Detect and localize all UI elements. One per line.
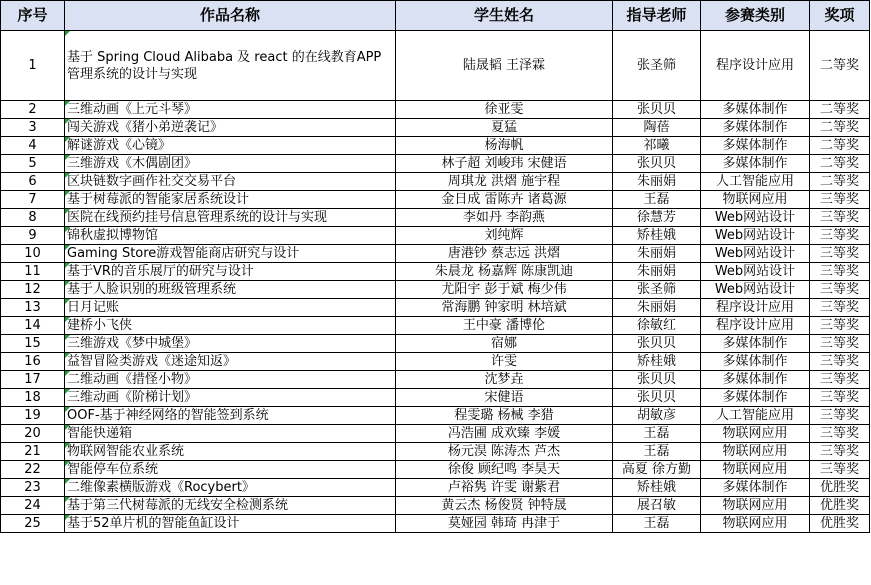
cell-award[interactable]: 三等奖 xyxy=(810,191,870,209)
cell-award[interactable]: 三等奖 xyxy=(810,317,870,335)
table-row xyxy=(1,263,870,281)
cell-students[interactable]: 徐亚雯 xyxy=(396,101,613,119)
cell-students[interactable]: 宋健语 xyxy=(396,389,613,407)
cell-students[interactable]: 黄云杰 杨俊贤 钟特晟 xyxy=(396,497,613,515)
cell-index[interactable]: 20 xyxy=(1,425,65,443)
table-row xyxy=(1,31,870,101)
table-row xyxy=(1,515,870,533)
cell-award[interactable]: 优胜奖 xyxy=(810,497,870,515)
cell-title[interactable]: 物联网智能农业系统 xyxy=(65,443,396,461)
cell-advisor[interactable]: 朱丽娟 xyxy=(613,299,701,317)
cell-title[interactable]: 智能停车位系统 xyxy=(65,461,396,479)
cell-index[interactable]: 18 xyxy=(1,389,65,407)
table-row xyxy=(1,101,870,119)
cell-advisor[interactable]: 徐敏红 xyxy=(613,317,701,335)
table-row xyxy=(1,461,870,479)
cell-category[interactable]: 多媒体制作 xyxy=(701,155,810,173)
cell-category[interactable]: 多媒体制作 xyxy=(701,119,810,137)
cell-category[interactable]: 多媒体制作 xyxy=(701,137,810,155)
cell-award[interactable]: 三等奖 xyxy=(810,227,870,245)
table-row xyxy=(1,137,870,155)
cell-award[interactable]: 三等奖 xyxy=(810,443,870,461)
table-row xyxy=(1,407,870,425)
cell-category[interactable]: 人工智能应用 xyxy=(701,173,810,191)
cell-award[interactable]: 三等奖 xyxy=(810,209,870,227)
cell-index[interactable]: 19 xyxy=(1,407,65,425)
cell-advisor[interactable]: 高夏 徐方勤 xyxy=(613,461,701,479)
cell-index[interactable]: 16 xyxy=(1,353,65,371)
cell-students[interactable]: 杨海帆 xyxy=(396,137,613,155)
table-row xyxy=(1,335,870,353)
header-students[interactable]: 学生姓名 xyxy=(396,1,613,31)
cell-advisor[interactable]: 祁曦 xyxy=(613,137,701,155)
cell-category[interactable]: 程序设计应用 xyxy=(701,317,810,335)
cell-title[interactable]: 基于 Spring Cloud Alibaba 及 react 的在线教育APP管理系统的设计与实现 xyxy=(65,31,396,101)
header-row xyxy=(1,1,870,31)
cell-students[interactable]: 夏猛 xyxy=(396,119,613,137)
cell-title[interactable]: 三维游戏《木偶剧团》 xyxy=(65,155,396,173)
cell-award[interactable]: 二等奖 xyxy=(810,173,870,191)
cell-title[interactable]: 益智冒险类游戏《迷途知返》 xyxy=(65,353,396,371)
cell-index[interactable]: 2 xyxy=(1,101,65,119)
cell-advisor[interactable]: 王磊 xyxy=(613,191,701,209)
cell-index[interactable]: 3 xyxy=(1,119,65,137)
cell-category[interactable]: Web网站设计 xyxy=(701,245,810,263)
cell-advisor[interactable]: 张贝贝 xyxy=(613,371,701,389)
cell-index[interactable]: 12 xyxy=(1,281,65,299)
cell-advisor[interactable]: 王磊 xyxy=(613,443,701,461)
cell-title[interactable]: Gaming Store游戏智能商店研究与设计 xyxy=(65,245,396,263)
cell-advisor[interactable]: 矫桂娥 xyxy=(613,353,701,371)
cell-category[interactable]: 物联网应用 xyxy=(701,497,810,515)
header-award[interactable]: 奖项 xyxy=(810,1,870,31)
cell-award[interactable]: 三等奖 xyxy=(810,407,870,425)
cell-category[interactable]: 多媒体制作 xyxy=(701,353,810,371)
cell-students[interactable]: 沈梦垚 xyxy=(396,371,613,389)
cell-category[interactable]: Web网站设计 xyxy=(701,281,810,299)
cell-advisor[interactable]: 张圣筛 xyxy=(613,281,701,299)
cell-students[interactable]: 许雯 xyxy=(396,353,613,371)
cell-category[interactable]: 程序设计应用 xyxy=(701,31,810,101)
header-advisor[interactable]: 指导老师 xyxy=(613,1,701,31)
cell-title[interactable]: 二维动画《措怪小物》 xyxy=(65,371,396,389)
cell-index[interactable]: 14 xyxy=(1,317,65,335)
cell-index[interactable]: 25 xyxy=(1,515,65,533)
cell-advisor[interactable]: 朱丽娟 xyxy=(613,245,701,263)
cell-advisor[interactable]: 朱丽娟 xyxy=(613,173,701,191)
cell-category[interactable]: 物联网应用 xyxy=(701,461,810,479)
table-row xyxy=(1,317,870,335)
cell-title[interactable]: 闯关游戏《猪小弟逆袭记》 xyxy=(65,119,396,137)
cell-category[interactable]: 多媒体制作 xyxy=(701,389,810,407)
cell-students[interactable]: 程雯璐 杨械 李猎 xyxy=(396,407,613,425)
header-category[interactable]: 参赛类别 xyxy=(701,1,810,31)
cell-title[interactable]: 基于人脸识别的班级管理系统 xyxy=(65,281,396,299)
cell-index[interactable]: 24 xyxy=(1,497,65,515)
cell-advisor[interactable]: 陶蓓 xyxy=(613,119,701,137)
cell-title[interactable]: 三维动画《上元斗琴》 xyxy=(65,101,396,119)
cell-advisor[interactable]: 矫桂娥 xyxy=(613,479,701,497)
cell-award[interactable]: 二等奖 xyxy=(810,101,870,119)
cell-students[interactable]: 周琪龙 洪熠 施宇程 xyxy=(396,173,613,191)
cell-students[interactable]: 杨元淏 陈涛杰 芦杰 xyxy=(396,443,613,461)
cell-award[interactable]: 三等奖 xyxy=(810,335,870,353)
cell-advisor[interactable]: 王磊 xyxy=(613,425,701,443)
cell-award[interactable]: 优胜奖 xyxy=(810,515,870,533)
cell-students[interactable]: 王中豪 潘博伦 xyxy=(396,317,613,335)
cell-students[interactable]: 金日成 雷陈卉 诸葛源 xyxy=(396,191,613,209)
cell-advisor[interactable]: 张圣筛 xyxy=(613,31,701,101)
cell-advisor[interactable]: 王磊 xyxy=(613,515,701,533)
cell-index[interactable]: 9 xyxy=(1,227,65,245)
cell-title[interactable]: 基于第三代树莓派的无线安全检测系统 xyxy=(65,497,396,515)
cell-advisor[interactable]: 张贝贝 xyxy=(613,389,701,407)
cell-students[interactable]: 朱晨龙 杨嘉辉 陈康凯迪 xyxy=(396,263,613,281)
table-row xyxy=(1,227,870,245)
cell-title[interactable]: 锦秋虚拟博物馆 xyxy=(65,227,396,245)
table-row xyxy=(1,155,870,173)
table-row xyxy=(1,479,870,497)
header-title[interactable]: 作品名称 xyxy=(65,1,396,31)
cell-award[interactable]: 三等奖 xyxy=(810,461,870,479)
cell-award[interactable]: 三等奖 xyxy=(810,389,870,407)
cell-index[interactable]: 11 xyxy=(1,263,65,281)
table-row xyxy=(1,245,870,263)
cell-index[interactable]: 21 xyxy=(1,443,65,461)
table-row xyxy=(1,497,870,515)
cell-index[interactable]: 6 xyxy=(1,173,65,191)
table-row xyxy=(1,209,870,227)
cell-advisor[interactable]: 胡敏彦 xyxy=(613,407,701,425)
cell-award[interactable]: 三等奖 xyxy=(810,353,870,371)
cell-award[interactable]: 三等奖 xyxy=(810,425,870,443)
cell-award[interactable]: 三等奖 xyxy=(810,281,870,299)
cell-category[interactable]: 多媒体制作 xyxy=(701,371,810,389)
table-row xyxy=(1,119,870,137)
table-row xyxy=(1,389,870,407)
table-row xyxy=(1,443,870,461)
cell-title[interactable]: 解谜游戏《心镜》 xyxy=(65,137,396,155)
cell-index[interactable]: 8 xyxy=(1,209,65,227)
cell-award[interactable]: 三等奖 xyxy=(810,299,870,317)
cell-award[interactable]: 二等奖 xyxy=(810,137,870,155)
cell-students[interactable]: 陆晟韬 王泽霖 xyxy=(396,31,613,101)
cell-award[interactable]: 二等奖 xyxy=(810,31,870,101)
header-index[interactable]: 序号 xyxy=(1,1,65,31)
cell-students[interactable]: 莫娅园 韩琦 冉津于 xyxy=(396,515,613,533)
cell-category[interactable]: 物联网应用 xyxy=(701,425,810,443)
cell-title[interactable]: 二维像素横版游戏《Rocybert》 xyxy=(65,479,396,497)
cell-category[interactable]: Web网站设计 xyxy=(701,209,810,227)
table-row xyxy=(1,299,870,317)
cell-students[interactable]: 李如丹 李韵燕 xyxy=(396,209,613,227)
cell-students[interactable]: 唐港钞 蔡志远 洪熠 xyxy=(396,245,613,263)
cell-advisor[interactable]: 张贝贝 xyxy=(613,155,701,173)
cell-category[interactable]: 物联网应用 xyxy=(701,443,810,461)
table-row xyxy=(1,353,870,371)
cell-award[interactable]: 三等奖 xyxy=(810,371,870,389)
table-row xyxy=(1,191,870,209)
cell-title[interactable]: 建桥小飞侠 xyxy=(65,317,396,335)
cell-category[interactable]: Web网站设计 xyxy=(701,227,810,245)
cell-title[interactable]: OOF-基于神经网络的智能签到系统 xyxy=(65,407,396,425)
cell-category[interactable]: Web网站设计 xyxy=(701,263,810,281)
cell-index[interactable]: 22 xyxy=(1,461,65,479)
cell-students[interactable]: 尤阳宇 彭于斌 梅少伟 xyxy=(396,281,613,299)
cell-advisor[interactable]: 张贝贝 xyxy=(613,335,701,353)
cell-advisor[interactable]: 矫桂娥 xyxy=(613,227,701,245)
cell-title[interactable]: 基于52单片机的智能鱼缸设计 xyxy=(65,515,396,533)
cell-title[interactable]: 基于VR的音乐展厅的研究与设计 xyxy=(65,263,396,281)
cell-students[interactable]: 卢裕隽 许雯 谢紫君 xyxy=(396,479,613,497)
cell-students[interactable]: 刘纯辉 xyxy=(396,227,613,245)
cell-category[interactable]: 人工智能应用 xyxy=(701,407,810,425)
cell-category[interactable]: 程序设计应用 xyxy=(701,299,810,317)
cell-award[interactable]: 三等奖 xyxy=(810,245,870,263)
cell-advisor[interactable]: 徐慧芳 xyxy=(613,209,701,227)
cell-index[interactable]: 7 xyxy=(1,191,65,209)
cell-title[interactable]: 三维游戏《梦中城堡》 xyxy=(65,335,396,353)
cell-advisor[interactable]: 展召敏 xyxy=(613,497,701,515)
cell-index[interactable]: 4 xyxy=(1,137,65,155)
cell-index[interactable]: 15 xyxy=(1,335,65,353)
table-row xyxy=(1,173,870,191)
cell-category[interactable]: 多媒体制作 xyxy=(701,479,810,497)
cell-title[interactable]: 智能快递箱 xyxy=(65,425,396,443)
cell-index[interactable]: 13 xyxy=(1,299,65,317)
cell-students[interactable]: 林子超 刘峻玮 宋健语 xyxy=(396,155,613,173)
cell-index[interactable]: 23 xyxy=(1,479,65,497)
cell-category[interactable]: 多媒体制作 xyxy=(701,101,810,119)
cell-title[interactable]: 基于树莓派的智能家居系统设计 xyxy=(65,191,396,209)
cell-students[interactable]: 冯浩圃 成欢臻 李媛 xyxy=(396,425,613,443)
cell-index[interactable]: 1 xyxy=(1,31,65,101)
cell-index[interactable]: 17 xyxy=(1,371,65,389)
cell-advisor[interactable]: 张贝贝 xyxy=(613,101,701,119)
cell-category[interactable]: 多媒体制作 xyxy=(701,335,810,353)
cell-award[interactable]: 二等奖 xyxy=(810,155,870,173)
cell-category[interactable]: 物联网应用 xyxy=(701,515,810,533)
cell-award[interactable]: 优胜奖 xyxy=(810,479,870,497)
cell-award[interactable]: 三等奖 xyxy=(810,263,870,281)
cell-index[interactable]: 5 xyxy=(1,155,65,173)
cell-advisor[interactable]: 朱丽娟 xyxy=(613,263,701,281)
cell-title[interactable]: 区块链数字画作社交交易平台 xyxy=(65,173,396,191)
cell-students[interactable]: 徐俊 顾纪鸣 李昊天 xyxy=(396,461,613,479)
cell-award[interactable]: 二等奖 xyxy=(810,119,870,137)
table-row xyxy=(1,371,870,389)
cell-title[interactable]: 三维动画《阶梯计划》 xyxy=(65,389,396,407)
table-row xyxy=(1,425,870,443)
cell-students[interactable]: 常海鹏 钟家明 林培斌 xyxy=(396,299,613,317)
table-row xyxy=(1,281,870,299)
cell-title[interactable]: 医院在线预约挂号信息管理系统的设计与实现 xyxy=(65,209,396,227)
cell-students[interactable]: 宿娜 xyxy=(396,335,613,353)
cell-title[interactable]: 日月记账 xyxy=(65,299,396,317)
cell-category[interactable]: 物联网应用 xyxy=(701,191,810,209)
cell-index[interactable]: 10 xyxy=(1,245,65,263)
